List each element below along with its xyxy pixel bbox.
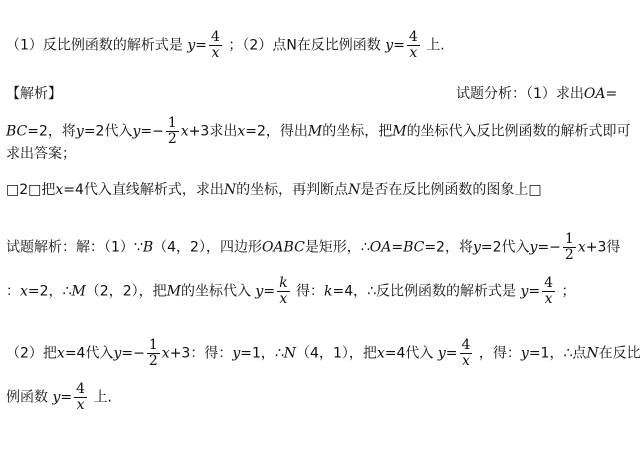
text: =4代入直线解析式，求出 bbox=[63, 182, 224, 198]
formula-eq: = bbox=[263, 283, 276, 300]
analysis-line-4 bbox=[6, 180, 542, 200]
var-bc: BC bbox=[403, 239, 425, 256]
text: =− bbox=[121, 345, 145, 362]
var-m: M bbox=[71, 283, 86, 300]
fraction-denominator: 2 bbox=[564, 247, 574, 263]
answer-line bbox=[6, 30, 445, 61]
text: ； bbox=[561, 283, 576, 300]
text: +3求出 bbox=[188, 123, 238, 140]
formula-eq: = bbox=[195, 37, 208, 54]
var-x: x bbox=[376, 345, 385, 362]
fraction-numerator: 4 bbox=[461, 337, 471, 353]
var-oa: OA bbox=[369, 239, 392, 256]
var-x: x bbox=[56, 345, 65, 362]
jiexi-label: 【解析】 bbox=[6, 86, 62, 102]
text: （4，1），把 bbox=[296, 345, 377, 362]
fraction-numerator: 4 bbox=[408, 29, 418, 45]
text: +3得 bbox=[585, 239, 621, 256]
fraction-4-over-x-2 bbox=[407, 30, 420, 61]
var-x: x bbox=[161, 345, 170, 362]
fraction-numerator: 1 bbox=[564, 231, 574, 247]
var-y: y bbox=[520, 345, 529, 362]
part2-line-1 bbox=[6, 338, 641, 369]
text: =2，将 bbox=[27, 123, 76, 140]
fraction-denominator: 2 bbox=[148, 353, 158, 369]
var-x: x bbox=[20, 283, 28, 300]
text: =4，∴反比例函数的解析式是 bbox=[332, 283, 517, 300]
var-y: y bbox=[255, 283, 264, 300]
solution-line-2 bbox=[6, 276, 576, 307]
var-y: y bbox=[232, 345, 241, 362]
fraction-numerator: k bbox=[279, 275, 288, 291]
formula-eq: = bbox=[445, 345, 458, 362]
text: =2代入 bbox=[480, 239, 530, 256]
oa-eq: OA= bbox=[583, 86, 618, 102]
fraction-denominator: x bbox=[460, 353, 473, 369]
text: 是矩形，∴ bbox=[304, 239, 370, 256]
var-x: x bbox=[180, 123, 189, 140]
text: =2，得出 bbox=[245, 123, 308, 140]
fraction-one-half bbox=[147, 338, 160, 369]
text: 的坐标代入 bbox=[180, 283, 251, 300]
fraction-4-over-x bbox=[209, 30, 222, 61]
fraction-4-over-x bbox=[74, 382, 87, 413]
var-n: N bbox=[586, 345, 599, 362]
formula-y-2: y bbox=[385, 37, 394, 54]
fraction-denominator: x bbox=[407, 45, 420, 61]
fraction-numerator: 4 bbox=[76, 381, 86, 397]
fraction-denominator: x bbox=[209, 45, 222, 61]
var-b: B bbox=[142, 239, 154, 256]
fraction-4-over-x bbox=[460, 338, 473, 369]
text: =4代入 bbox=[64, 345, 114, 362]
part2-line-2 bbox=[6, 382, 112, 413]
text: =1，∴ bbox=[240, 345, 284, 362]
analysis-intro bbox=[456, 84, 617, 104]
var-y: y bbox=[113, 345, 122, 362]
text: 的坐标，把 bbox=[322, 123, 393, 140]
answer-part2-mid: 在反比例函数 bbox=[296, 37, 381, 54]
var-k: k bbox=[324, 283, 333, 300]
text: =2代入 bbox=[83, 123, 133, 140]
text: （4，2），四边形 bbox=[153, 239, 262, 256]
jiexi-label-line bbox=[6, 84, 62, 104]
analysis-line-2 bbox=[6, 116, 631, 147]
var-m: M bbox=[166, 283, 181, 300]
var-y: y bbox=[437, 345, 446, 362]
text: □2□把 bbox=[6, 182, 56, 198]
text: 的坐标代入反比例函数的解析式即可 bbox=[406, 123, 631, 140]
text: 得： bbox=[296, 283, 325, 300]
var-n: N bbox=[348, 182, 361, 198]
text: 是否在反比例函数的图象上□ bbox=[360, 182, 542, 198]
var-y: y bbox=[75, 123, 84, 140]
fraction-denominator: 2 bbox=[167, 131, 177, 147]
answer-part1-sep: ；（2）点 bbox=[228, 37, 287, 54]
fraction-one-half bbox=[563, 232, 576, 263]
var-n: N bbox=[283, 345, 297, 362]
solution-line-1 bbox=[6, 232, 620, 263]
text: 求出答案； bbox=[6, 146, 76, 162]
fraction-numerator: 1 bbox=[167, 115, 177, 131]
var-m: M bbox=[307, 123, 323, 140]
fraction-denominator: x bbox=[277, 291, 289, 307]
var-m: M bbox=[392, 123, 407, 140]
answer-part2-end: 上. bbox=[426, 37, 445, 54]
text: =− bbox=[140, 123, 164, 140]
fraction-4-over-x bbox=[542, 276, 555, 307]
text: =− bbox=[537, 239, 561, 256]
text: 试题解析：解：（1）∵ bbox=[6, 239, 143, 256]
text: 例函数 bbox=[6, 389, 48, 406]
fraction-denominator: x bbox=[74, 397, 87, 413]
var-n: N bbox=[223, 182, 237, 198]
analysis-intro-text: 试题分析：（1）求出 bbox=[456, 86, 584, 102]
text: =2，将 bbox=[424, 239, 473, 256]
text: （2，2），把 bbox=[85, 283, 167, 300]
text: 上. bbox=[93, 389, 112, 406]
fraction-numerator: 1 bbox=[148, 337, 158, 353]
fraction-k-over-x bbox=[277, 276, 289, 307]
text: =4代入 bbox=[384, 345, 434, 362]
point-n-label: N bbox=[286, 37, 297, 54]
fraction-denominator: x bbox=[542, 291, 555, 307]
text: =1，∴点 bbox=[528, 345, 587, 362]
text: ： bbox=[6, 283, 20, 300]
answer-part1-prefix: （1）反比例函数的解析式是 bbox=[6, 37, 183, 54]
var-x: x bbox=[237, 123, 246, 140]
formula-eq-2: = bbox=[393, 37, 405, 54]
text: =2，∴ bbox=[27, 283, 72, 300]
text: ，得： bbox=[478, 345, 521, 362]
fraction-numerator: 4 bbox=[544, 275, 554, 291]
formula-y: y bbox=[187, 37, 196, 54]
var-x: x bbox=[55, 182, 64, 198]
text: （2）把 bbox=[6, 345, 57, 362]
fraction-one-half bbox=[166, 116, 179, 147]
var-y: y bbox=[472, 239, 481, 256]
var-y: y bbox=[52, 389, 61, 406]
text: 的坐标，再判断点 bbox=[236, 182, 349, 198]
var-y: y bbox=[520, 283, 529, 300]
text: = bbox=[391, 239, 404, 256]
text: +3：得： bbox=[169, 345, 233, 362]
bc-label: BC bbox=[6, 123, 28, 140]
analysis-line-3 bbox=[6, 144, 76, 164]
var-y: y bbox=[132, 123, 141, 140]
formula-eq: = bbox=[528, 283, 541, 300]
var-x: x bbox=[577, 239, 586, 256]
var-y: y bbox=[529, 239, 538, 256]
formula-eq: = bbox=[60, 389, 73, 406]
text: 在反比 bbox=[598, 345, 641, 362]
var-oabc: OABC bbox=[261, 239, 305, 256]
fraction-numerator: 4 bbox=[211, 29, 220, 45]
